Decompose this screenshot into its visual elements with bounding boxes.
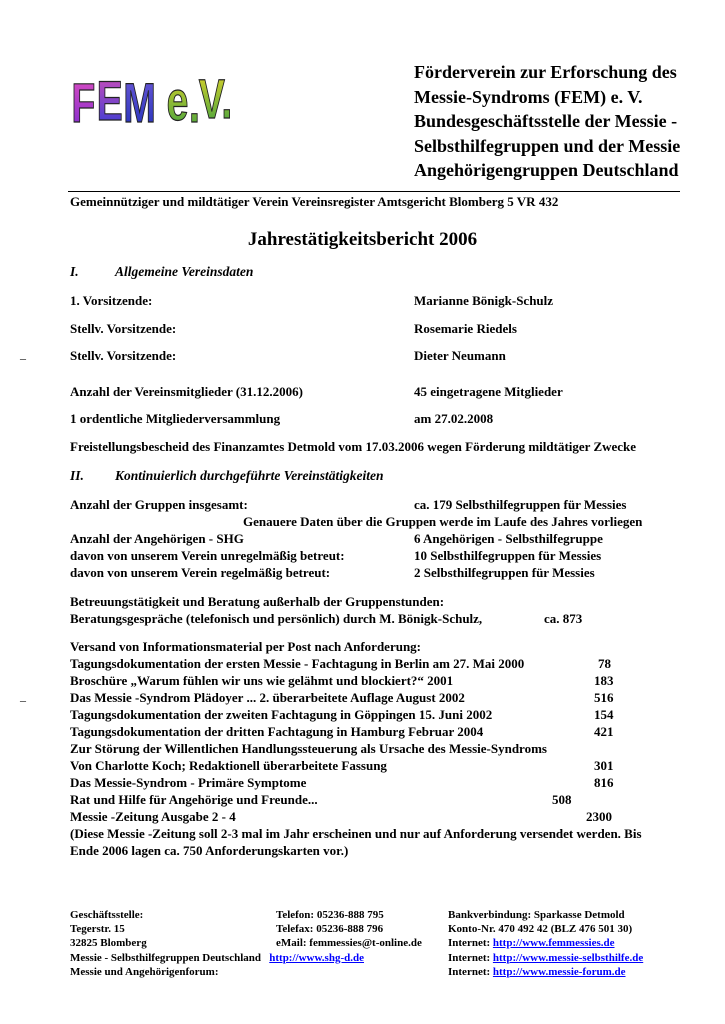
versand-label: Tagungsdokumentation der ersten Messie - Fachtagung in Berlin am 27. Mai 2000 xyxy=(70,656,525,671)
versand-label: Tagungsdokumentation der dritten Fachtagung in Hamburg Februar 2004 xyxy=(70,724,484,739)
row-value: ca. 179 Selbsthilfegruppen für Messies xyxy=(414,497,627,512)
row-label: 1. Vorsitzende: xyxy=(70,293,153,308)
footer-line xyxy=(70,951,364,965)
margin-mark: – xyxy=(20,351,26,365)
versand-label: Zur Störung der Willentlichen Handlungssteuerung als Ursache des Messie-Syndroms xyxy=(70,741,547,756)
shg-label: Messie - Selbsthilfegruppen Deutschland xyxy=(70,951,261,964)
internet-label: Internet: xyxy=(448,965,491,978)
row-label: 1 ordentliche Mitgliederversammlung xyxy=(70,411,281,426)
bank-line: Konto-Nr. 470 492 42 (BLZ 476 501 30) xyxy=(448,923,633,936)
versand-label: Das Messie -Syndrom Plädoyer ... 2. überarbeitete Auflage August 2002 xyxy=(70,690,465,705)
row-value: 2 Selbsthilfegruppen für Messies xyxy=(414,565,595,580)
fem-logo xyxy=(70,60,250,140)
section-2-number: II. xyxy=(70,468,84,483)
org-line: Bundesgeschäftsstelle der Messie - xyxy=(414,111,678,131)
shg-link[interactable]: http://www.shg-d.de xyxy=(269,951,364,964)
messie-forum-link[interactable]: http://www.messie-forum.de xyxy=(492,965,626,978)
versand-count: 816 xyxy=(594,775,614,790)
note-line: Ende 2006 lagen ca. 750 Anforderungskarten vor.) xyxy=(70,843,349,858)
versand-count: 2300 xyxy=(586,809,612,824)
versand-heading: Versand von Informationsmaterial per Post nach Anforderung: xyxy=(70,639,422,654)
versand-count: 78 xyxy=(598,656,611,671)
versand-count: 516 xyxy=(594,690,614,705)
footer-line: Messie und Angehörigenforum: xyxy=(70,965,219,978)
versand-count: 301 xyxy=(594,758,614,773)
internet-line xyxy=(448,965,643,979)
row-value: Rosemarie Riedels xyxy=(414,321,517,336)
versand-count: 183 xyxy=(594,673,614,688)
row-label: Stellv. Vorsitzende: xyxy=(70,321,177,336)
internet-label: Internet: xyxy=(448,951,491,964)
beratung-label: Beratungsgespräche (telefonisch und persönlich) durch M. Bönigk-Schulz, xyxy=(70,611,483,626)
beratung-value: ca. 873 xyxy=(544,611,583,626)
bank-line: Bankverbindung: Sparkasse Detmold xyxy=(448,909,625,921)
svg-text:E: E xyxy=(96,70,123,133)
internet-label: Internet: xyxy=(448,937,491,950)
groups-note: Genauere Daten über die Gruppen werde im Laufe des Jahres vorliegen xyxy=(243,514,643,529)
versand-label: Rat und Hilfe für Angehörige und Freunde... xyxy=(70,792,318,807)
versand-label: Das Messie-Syndrom - Primäre Symptome xyxy=(70,775,307,790)
row-value: 45 eingetragene Mitglieder xyxy=(414,384,563,399)
svg-text:V.: V. xyxy=(198,68,233,131)
internet-line xyxy=(448,951,643,965)
row-label: Anzahl der Angehörigen - SHG xyxy=(70,531,244,546)
footer-contact xyxy=(276,908,422,951)
row-label: Stellv. Vorsitzende: xyxy=(70,348,177,363)
row-label: Anzahl der Vereinsmitglieder (31.12.2006) xyxy=(70,384,303,399)
phone: Telefon: 05236-888 795 xyxy=(276,909,384,921)
register-line: Gemeinnütziger und mildtätiger Verein Vereinsregister Amtsgericht Blomberg 5 VR 432 xyxy=(70,194,559,209)
row-value: 10 Selbsthilfegruppen für Messies xyxy=(414,548,602,563)
freistellung-text: Freistellungsbescheid des Finanzamtes Detmold vom 17.03.2006 wegen Förderung mildtätiger Zwecke xyxy=(70,439,637,454)
footer-line: Geschäftsstelle: xyxy=(70,909,144,921)
messie-selbsthilfe-link[interactable]: http://www.messie-selbsthilfe.de xyxy=(492,951,644,964)
versand-label: Tagungsdokumentation der zweiten Fachtagung in Göppingen 15. Juni 2002 xyxy=(70,707,493,722)
note-line: (Diese Messie -Zeitung soll 2-3 mal im Jahr erscheinen und nur auf Anforderung versendet werden. Bis xyxy=(70,826,642,841)
femmessies-link[interactable]: http://www.femmessies.de xyxy=(492,937,615,950)
versand-label: Von Charlotte Koch; Redaktionell überarbeitete Fassung xyxy=(70,758,387,773)
svg-text:e: e xyxy=(166,70,189,133)
footer-bank xyxy=(448,908,643,979)
email: eMail: femmessies@t-online.de xyxy=(276,937,422,950)
header-divider xyxy=(68,191,680,192)
row-label: Anzahl der Gruppen insgesamt: xyxy=(70,497,248,512)
svg-text:M: M xyxy=(123,72,156,135)
versand-label: Broschüre „Warum fühlen wir uns wie gelähmt und blockiert?“ 2001 xyxy=(70,673,454,688)
row-value: Marianne Bönigk-Schulz xyxy=(414,293,554,308)
versand-label: Messie -Zeitung Ausgabe 2 - 4 xyxy=(70,809,236,824)
row-value: am 27.02.2008 xyxy=(414,411,494,426)
versand-count: 421 xyxy=(594,724,614,739)
row-label: davon von unserem Verein unregelmäßig betreut: xyxy=(70,548,345,563)
section-1-number: I. xyxy=(70,264,79,279)
org-line: Angehörigengruppen Deutschland xyxy=(414,160,679,180)
page-title: Jahrestätigkeitsbericht 2006 xyxy=(247,229,478,250)
org-line: Messie-Syndroms (FEM) e. V. xyxy=(414,86,643,107)
org-line: Förderverein zur Erforschung des xyxy=(414,62,677,82)
org-name xyxy=(414,60,680,183)
row-value: Dieter Neumann xyxy=(414,348,506,363)
org-line: Selbsthilfegruppen und der Messie xyxy=(414,135,681,156)
svg-text:F: F xyxy=(71,72,96,135)
row-label: davon von unserem Verein regelmäßig betreut: xyxy=(70,565,331,580)
versand-count: 508 xyxy=(552,792,572,807)
svg-text:.: . xyxy=(189,72,200,135)
section-2-heading: Kontinuierlich durchgeführte Vereinstätigkeiten xyxy=(115,468,384,483)
betreuung-heading: Betreuungstätigkeit und Beratung außerhalb der Gruppenstunden: xyxy=(70,594,445,609)
footer-line: Tegerstr. 15 xyxy=(70,923,125,936)
versand-count: 154 xyxy=(594,707,614,722)
fax: Telefax: 05236-888 796 xyxy=(276,923,384,936)
section-1-heading: Allgemeine Vereinsdaten xyxy=(115,264,254,279)
row-value: 6 Angehörigen - Selbsthilfegruppe xyxy=(414,531,603,546)
footer-line: 32825 Blomberg xyxy=(70,937,147,950)
internet-line xyxy=(448,936,643,950)
margin-mark: – xyxy=(20,693,26,707)
